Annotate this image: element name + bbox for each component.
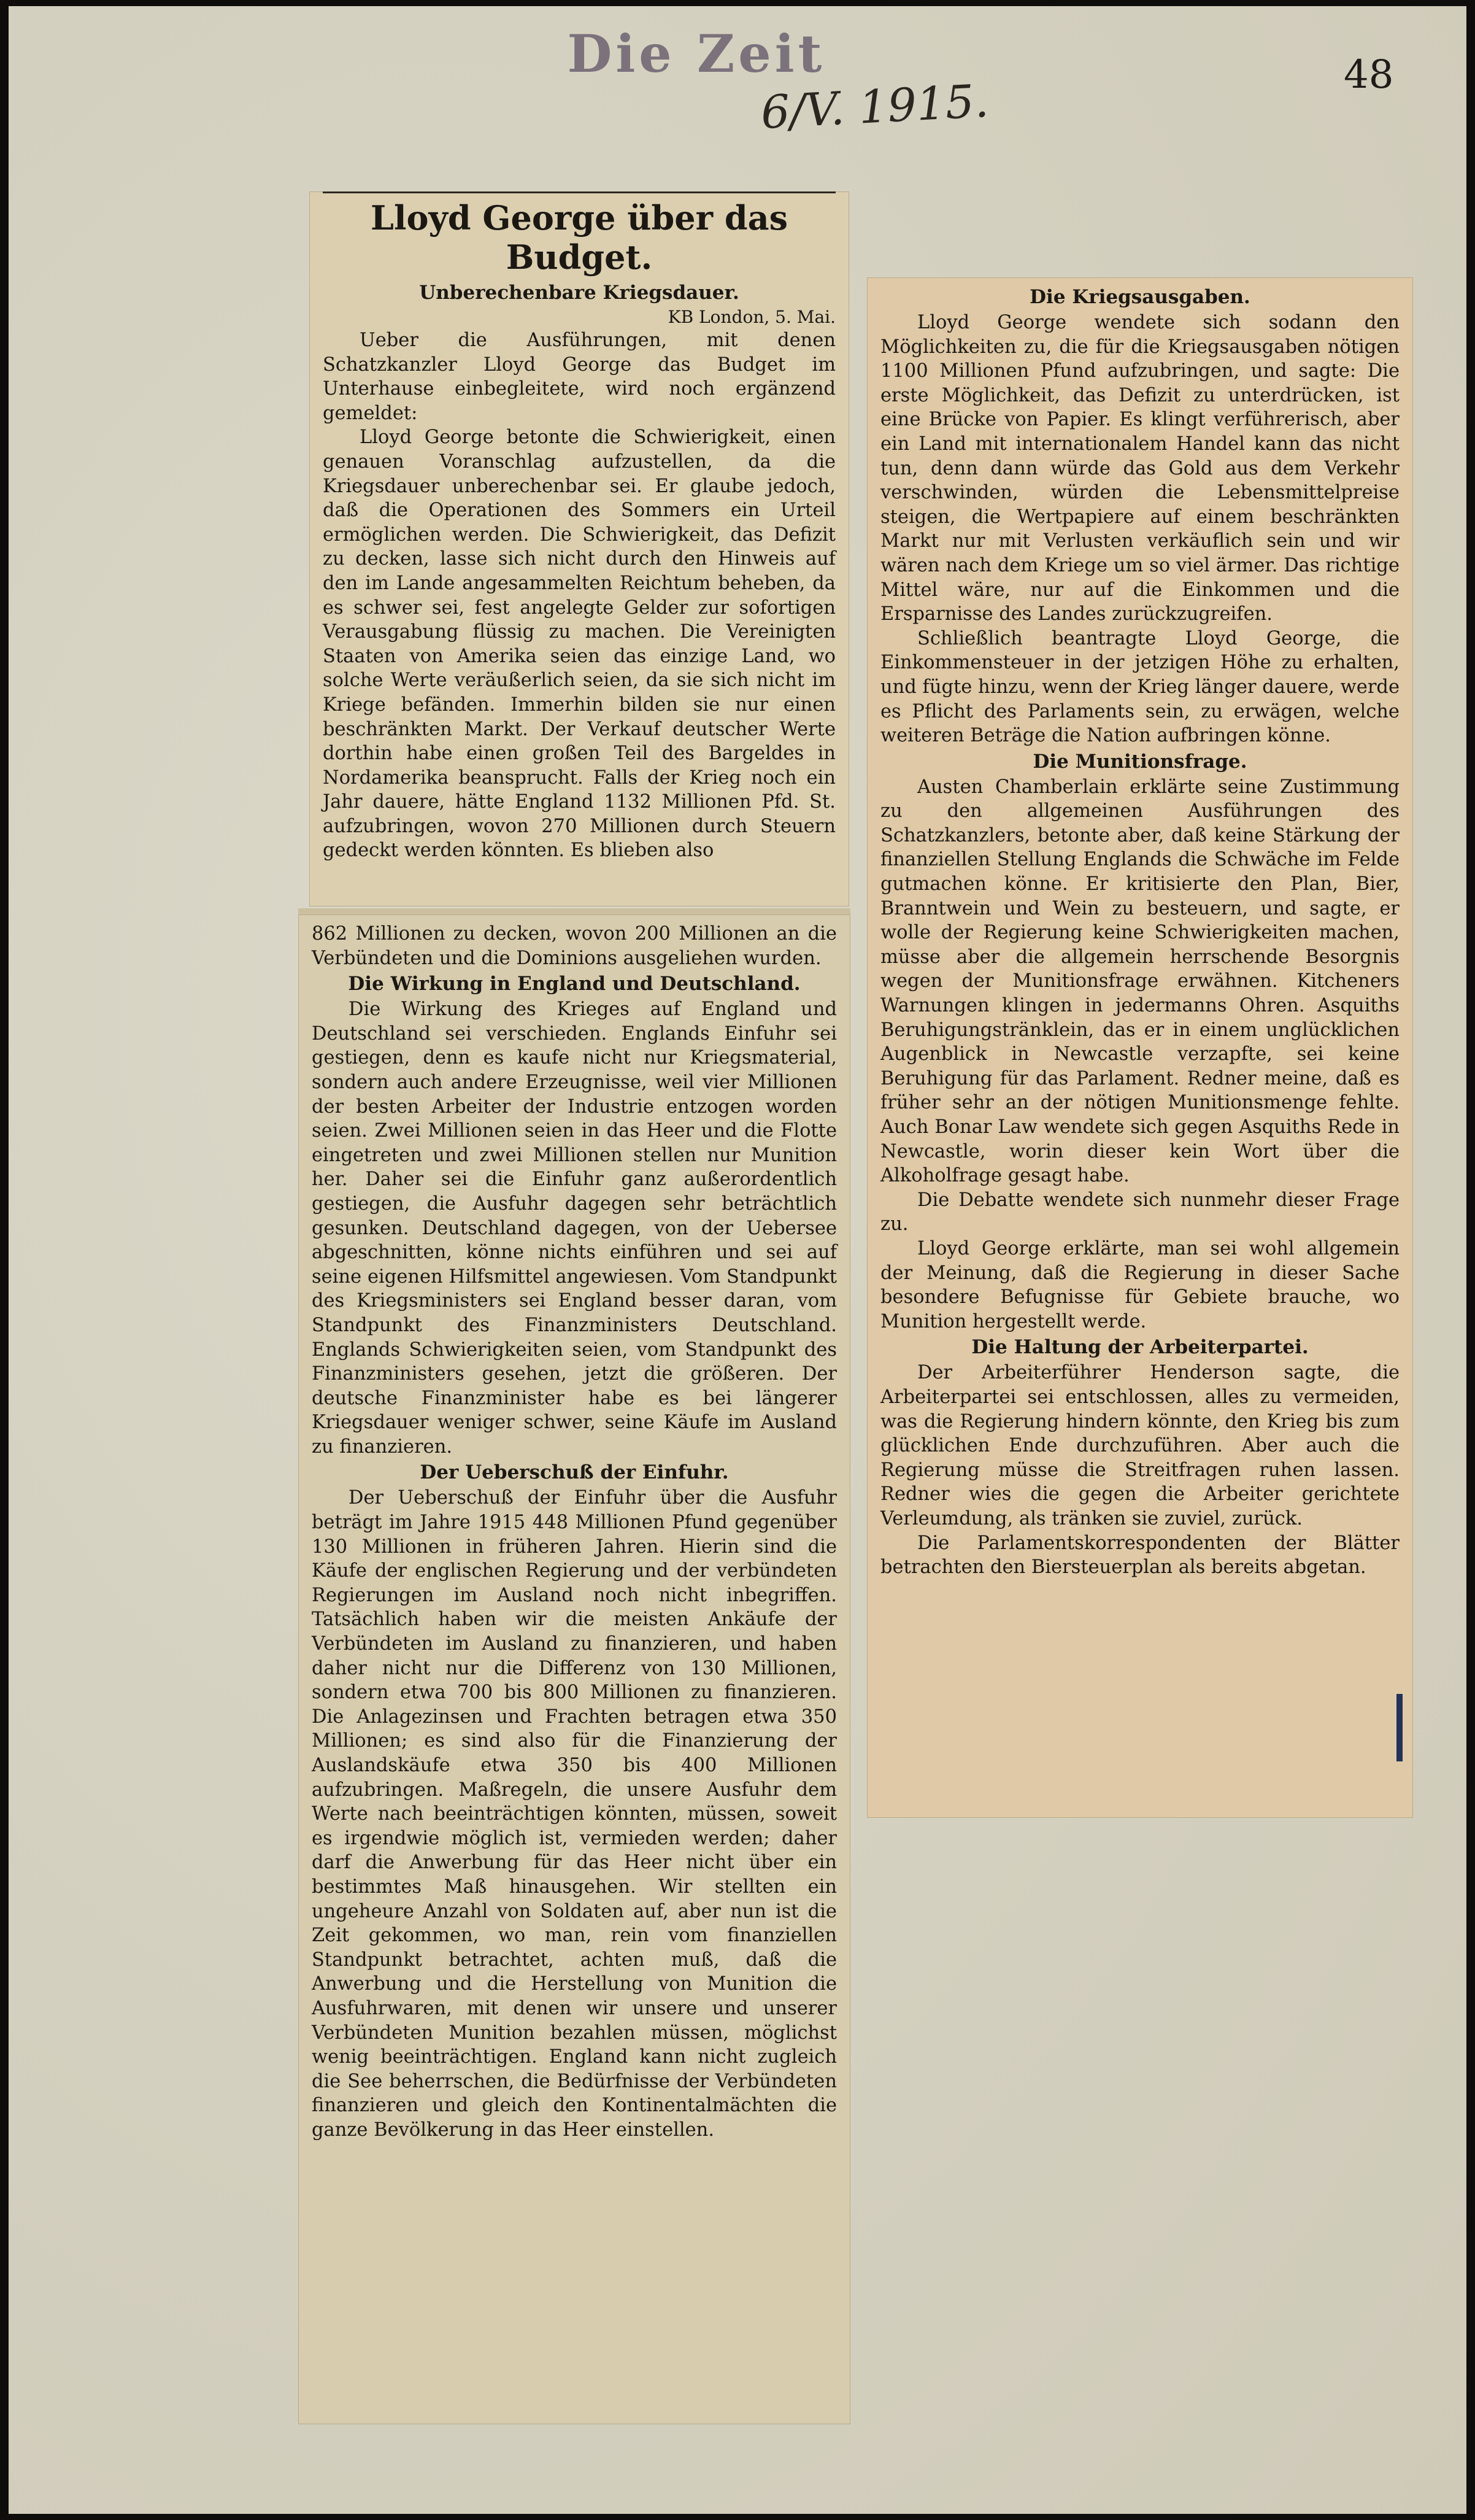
handwritten-date: 6/V. 1915.	[760, 74, 990, 139]
section-title: Die Munitionsfrage.	[1033, 750, 1247, 773]
paragraph: Lloyd George erklärte, man sei wohl allgemein der Meinung, daß die Regierung in dieser Sache besondere Befugnisse für Gebiete brauche, wo Munition hergestellt werde.	[880, 1237, 1400, 1332]
paragraph: Der Arbeiterführer Henderson sagte, die Arbeiterpartei sei entschlossen, alles zu vermeiden, was die Regierung hindern könnte, den Krieg bis zum glücklichen Ende durchzuführen. Aber auch die Regierung müsse die Streitfragen ruhen lassen. Redner wies die gegen die Arbeiter gerichtete Verleumdung, als tränken sie zuviel, zurück.	[880, 1362, 1400, 1529]
section-title: Die Wirkung in England und Deutschland.	[348, 973, 801, 995]
paragraph: Die Wirkung des Krieges auf England und Deutschland sei verschieden. Englands Einfuhr sei gestiegen, denn es kaufe nicht nur Kriegsmaterial, sondern auch andere Erzeugnisse, weil vier Millionen der besten Arbeiter der Industrie entzogen worden seien. Zwei Millionen seien in das Heer und die Flotte eingetreten und zwei Millionen stellen nur Munition her. Daher sei die Einfuhr ganz außerordentlich gestiegen, die Ausfuhr dagegen sehr beträchtlich gesunken. Deutschland dagegen, von der Uebersee abgeschnitten, könne nichts einführen und sei auf seine eigenen Hilfsmittel angewiesen. Vom Standpunkt des Kriegsministers sei England besser daran, vom Standpunkt des Finanzministers Deutschland. Englands Schwierigkeiten seien, vom Standpunkt des Finanzministers gesehen, jetzt die größeren. Der deutsche Finanzminister habe es bei längerer Kriegsdauer weniger schwer, seine Käufe im Ausland zu finanzieren.	[312, 999, 837, 1458]
paragraph: Schließlich beantragte Lloyd George, die Einkommensteuer in der jetzigen Höhe zu erhalten, und fügte hinzu, wenn der Krieg länger dauere, werde es Pflicht des Parlaments sein, zu erwägen, welche weiteren Beträge die Nation aufbringen könne.	[880, 627, 1400, 747]
paragraph: Die Parlamentskorrespondenten der Blätter betrachten den Biersteuerplan als bereits abgetan.	[880, 1532, 1400, 1579]
headline: Lloyd George über das Budget.	[370, 198, 788, 277]
paragraph: Lloyd George wendete sich sodann den Möglichkeiten zu, die für die Kriegsausgaben nötigen 1100 Millionen Pfund aufzubringen, und sagte: Die erste Möglichkeit, das Defizit zu unterdrücken, ist eine Brücke von Papier. Es klingt verführerisch, aber ein Land mit internationalem Handel kann das nicht tun, denn dann würde das Gold aus dem Verkehr verschwinden, würden die Lebensmittelpreise steigen, die Wertpapiere auf einem beschränkten Markt nur mit Verlusten verkäuflich sein und wir wären nach dem Kriege um so viel ärmer. Das richtige Mittel wäre, nur auf die Einkommen und die Ersparnisse des Landes zurückzugreifen.	[880, 312, 1400, 625]
paragraph: 862 Millionen zu decken, wovon 200 Millionen an die Verbündeten und die Dominions ausgeliehen wurden.	[312, 923, 837, 969]
paragraph: Der Ueberschuß der Einfuhr über die Ausfuhr beträgt im Jahre 1915 448 Millionen Pfund gegenüber 130 Millionen in früheren Jahren. Hierin sind die Käufe der englischen Regierung und der verbündeten Regierungen im Ausland noch nicht inbegriffen. Tatsächlich haben wir die meisten Ankäufe der Verbündeten im Ausland zu finanzieren, und haben daher nicht nur die Differenz von 130 Millionen, sondern etwa 700 bis 800 Millionen zu finanzieren. Die Anlagezinsen und Frachten betragen etwa 350 Millionen; es sind also für die Finanzierung der Auslandskäufe etwa 350 bis 400 Millionen aufzubringen. Maßregeln, die unsere Ausfuhr dem Werte nach beeinträchtigen könnten, müssen, soweit es irgendwie möglich ist, vermieden werden; daher darf die Anwerbung für das Heer nicht über ein bestimmtes Maß hinausgehen. Wir stellten ein ungeheure Anzahl von Soldaten auf, aber nun ist die Zeit gekommen, wo man, rein vom finanziellen Standpunkt betrachtet, achten muß, daß die Anwerbung und die Herstellung von Munition die Ausfuhrwaren, mit denen wir unsere und unserer Verbündeten Munition bezahlen müssen, möglichst wenig beeinträchtigen. England kann nicht zugleich die See beherrschen, die Bedürfnisse der Verbündeten finanzieren und gleich den Kontinentalmächten die ganze Bevölkerung in das Heer einstellen.	[312, 1487, 837, 2141]
section-title: Die Haltung der Arbeiterpartei.	[971, 1336, 1309, 1359]
newspaper-stamp: Die Zeit	[567, 23, 826, 84]
page-number: 48	[1344, 52, 1394, 98]
paragraph: Lloyd George betonte die Schwierigkeit, einen genauen Voranschlag aufzustellen, da die Kriegsdauer unberechenbar sei. Er glaube jedoch, daß die Operationen des Sommers ein Urteil ermöglichen werden. Die Schwierigkeit, das Defizit zu decken, lasse sich nicht durch den Hinweis auf den im Lande angesammelten Reichtum beheben, da es schwer sei, fest angelegte Gelder zur sofortigen Verausgabung flüssig zu machen. Die Vereinigten Staaten von Amerika seien das einzige Land, wo solche Werte veräußerlich seien, da sie sich nicht im Kriege befänden. Immerhin bilden sie nur einen beschränkten Markt. Der Verkauf deutscher Werte dorthin habe einen großen Teil des Bargeldes in Nordamerika beansprucht. Falls der Krieg noch ein Jahr dauere, hätte England 1132 Millionen Pfd. St. aufzubringen, wovon 270 Millionen durch Steuern gedeckt werden könnten. Es blieben also	[323, 427, 836, 862]
paragraph: Die Debatte wendete sich nunmehr dieser Frage zu.	[880, 1189, 1400, 1235]
section-title: Der Ueberschuß der Einfuhr.	[420, 1461, 729, 1484]
clipping-right-column	[867, 277, 1413, 1818]
paragraph: Austen Chamberlain erklärte seine Zustimmung zu den allgemeinen Ausführungen des Schatzkanzlers, betonte aber, daß keine Stärkung der finanziellen Stellung Englands die Schwäche im Felde gutmachen könne. Er kritisierte den Plan, Bier, Branntwein und Wein zu besteuern, und sagte, er wolle der Regierung keine Schwierigkeiten machen, müsse aber die allgemein herrschende Besorgnis wegen der Munitionsfrage erwähnen. Kitcheners Warnungen klingen in jedermanns Ohren. Asquiths Beruhigungstränklein, das er in einem unglücklichen Augenblick in Newcastle verzapfte, sei keine Beruhigung für das Parlament. Redner meine, daß es früher sehr an der nötigen Munitionsmenge fehlte. Auch Bonar Law wendete sich gegen Asquiths Rede in Newcastle, worin dieser kein Wort über die Alkoholfrage gesagt habe.	[880, 776, 1400, 1187]
clipping-main	[309, 191, 849, 906]
subheadline: Unberechenbare Kriegsdauer.	[419, 282, 739, 304]
clipping-continuation	[298, 914, 850, 2424]
paragraph: Ueber die Ausführungen, mit denen Schatzkanzler Lloyd George das Budget im Unterhause einbegleitete, wird noch ergänzend gemeldet:	[323, 330, 836, 424]
dateline: KB London, 5. Mai.	[668, 307, 836, 327]
section-title: Die Kriegsausgaben.	[1030, 286, 1250, 308]
ink-mark	[1396, 1694, 1403, 1761]
headline-rule	[323, 191, 836, 193]
